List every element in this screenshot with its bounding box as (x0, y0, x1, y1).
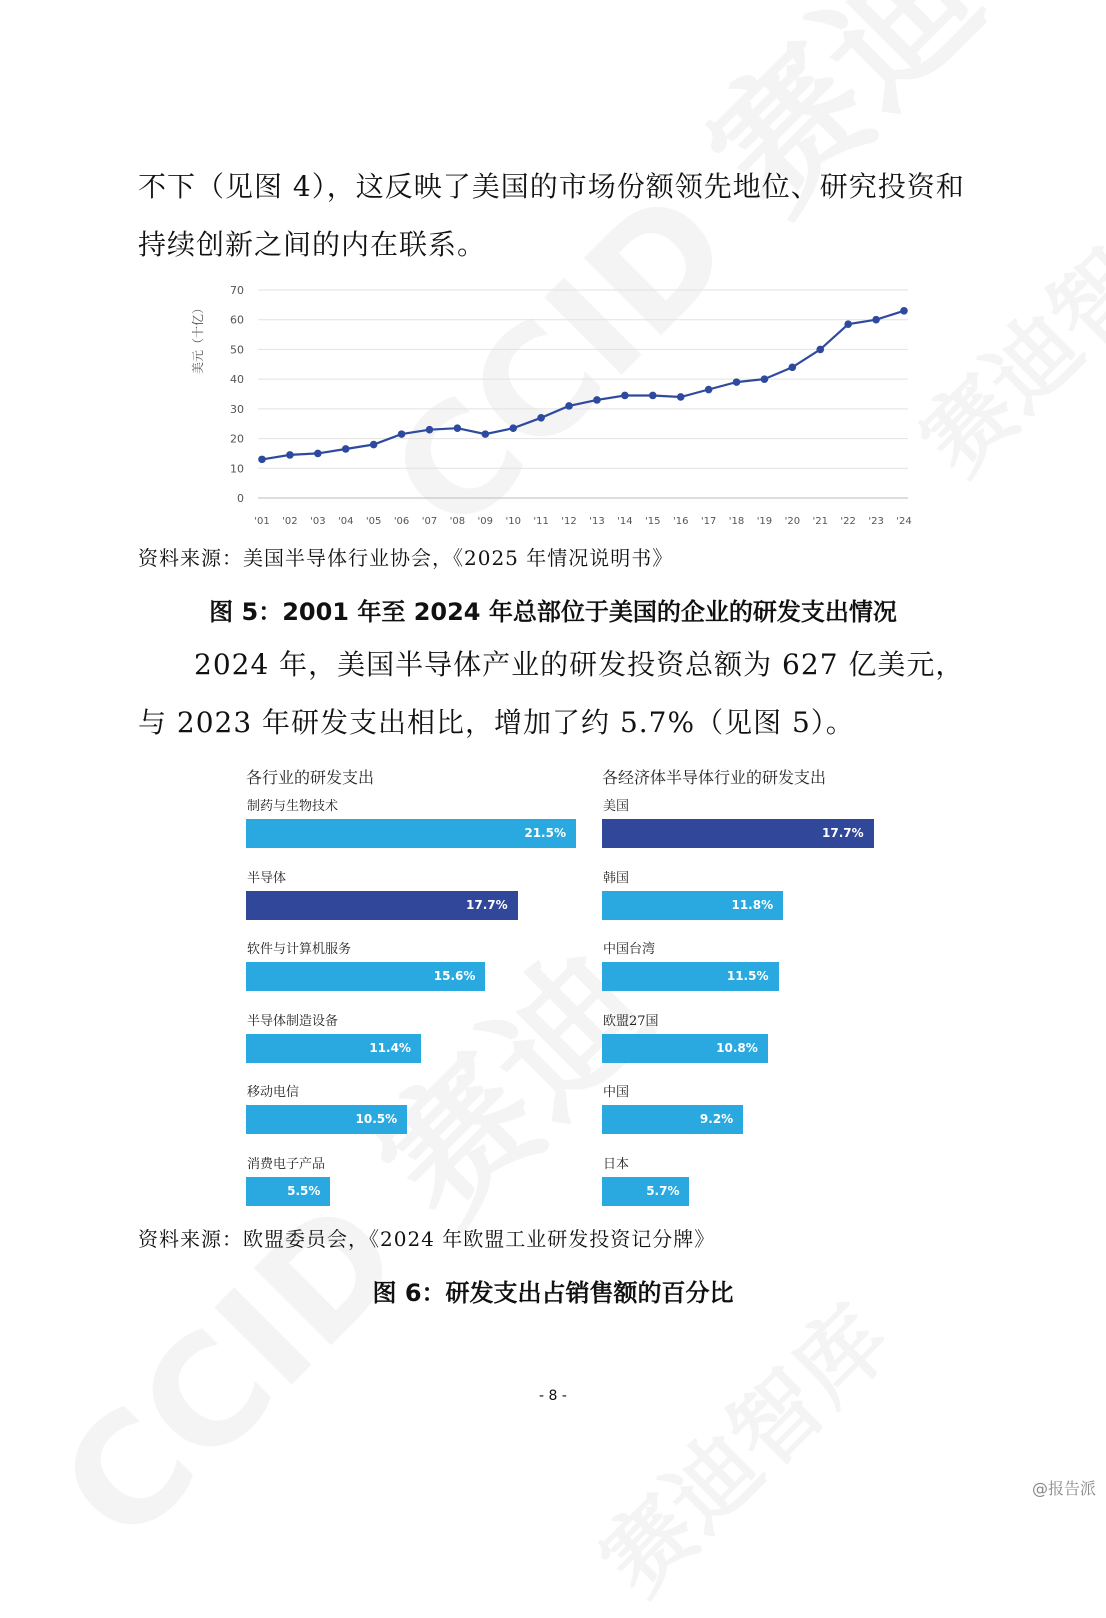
line-chart-y-ticks (230, 284, 244, 505)
rd-spending-series-line (262, 311, 904, 460)
y-tick-label: 40 (230, 373, 244, 387)
bar (246, 1177, 330, 1206)
x-tick-label: '16 (672, 516, 689, 527)
bar-value-label: 10.8% (716, 1040, 758, 1055)
bar-value-label: 21.5% (524, 826, 566, 840)
page-number: - 8 - (539, 1388, 567, 1404)
x-tick-label: '19 (756, 516, 773, 527)
data-point (286, 451, 294, 459)
brand-watermark: @报告派 (1031, 1479, 1096, 1498)
data-point (705, 386, 713, 394)
x-tick-label: '22 (840, 516, 856, 527)
data-point (761, 375, 769, 383)
data-point (733, 378, 741, 386)
x-tick-label: '02 (282, 516, 298, 527)
bar-category-label: 中国 (603, 1085, 630, 1100)
body-paragraph-1: 不下（见图 4），这反映了美国的市场份额领先地位、研究投资和持续创新之间的内在联系。 (138, 170, 965, 261)
data-point (398, 430, 406, 438)
bar (246, 819, 576, 848)
x-tick-label: '20 (784, 516, 801, 527)
x-tick-label: '05 (365, 516, 382, 527)
data-point (342, 445, 350, 453)
bar-category-label: 半导体 (247, 870, 287, 886)
figure5-caption: 图 5：2001 年至 2024 年总部位于美国的企业的研发支出情况 (209, 598, 897, 626)
x-tick-label: '06 (393, 516, 410, 527)
x-tick-label: '03 (310, 516, 326, 527)
industry-rd-bar-chart (232, 765, 592, 1215)
bar (602, 1105, 743, 1134)
watermark-think-tank-lower (567, 1272, 913, 1618)
data-point (426, 426, 434, 434)
bar-category-label: 半导体制造设备 (247, 1013, 339, 1029)
x-tick-label: '07 (421, 516, 438, 527)
bar (246, 1034, 421, 1063)
industry-chart-title: 各行业的研发支出 (246, 768, 375, 787)
rd-spending-line-chart (180, 280, 930, 530)
data-point (258, 456, 266, 464)
data-point (844, 320, 852, 328)
x-tick-label: '14 (617, 516, 633, 527)
x-tick-label: '08 (449, 516, 466, 527)
x-tick-label: '10 (505, 516, 521, 527)
data-point (900, 307, 908, 315)
x-tick-label: '21 (812, 516, 829, 527)
bar-value-label: 5.7% (646, 1183, 680, 1198)
x-tick-label: '01 (254, 516, 270, 527)
data-point (649, 392, 657, 400)
bar (246, 962, 485, 991)
x-tick-label: '17 (700, 516, 717, 527)
economy-chart-title: 各经济体半导体行业的研发支出 (602, 768, 827, 787)
y-tick-label: 0 (237, 492, 244, 505)
figure5-source: 资料来源：美国半导体行业协会，《2025 年情况说明书》 (138, 546, 674, 570)
bar-value-label: 10.5% (355, 1112, 398, 1126)
bar-category-label: 美国 (603, 799, 630, 814)
x-tick-label: '23 (868, 516, 884, 527)
data-point (593, 396, 601, 404)
data-point (537, 414, 545, 422)
data-point (370, 441, 378, 449)
rd-spending-points (258, 307, 908, 463)
data-point (677, 393, 685, 401)
line-chart-x-ticks (254, 516, 911, 527)
bar-value-label: 15.6% (433, 969, 476, 983)
data-point (789, 363, 797, 371)
bar-value-label: 17.7% (466, 897, 508, 912)
bar (602, 1034, 768, 1063)
bar (602, 819, 874, 848)
figure6-caption: 图 6：研发支出占销售额的百分比 (372, 1279, 734, 1307)
bar (602, 891, 783, 920)
bar-category-label: 韩国 (603, 870, 630, 886)
y-tick-label: 70 (230, 284, 244, 297)
bar-category-label: 日本 (603, 1156, 630, 1172)
economy-rd-bar-chart (588, 765, 948, 1215)
data-point (816, 346, 824, 354)
x-tick-label: '18 (728, 516, 745, 527)
bar-value-label: 11.8% (731, 897, 774, 912)
bar-category-label: 消费电子产品 (247, 1156, 326, 1172)
y-tick-label: 20 (230, 432, 244, 446)
x-tick-label: '11 (533, 516, 549, 527)
data-point (454, 424, 462, 432)
x-tick-label: '24 (896, 516, 912, 527)
bar-value-label: 17.7% (822, 826, 864, 840)
bar-category-label: 中国台湾 (603, 942, 656, 957)
y-tick-label: 10 (230, 462, 244, 476)
data-point (509, 424, 517, 432)
bar-value-label: 11.5% (726, 969, 769, 983)
data-point (565, 402, 573, 410)
x-tick-label: '15 (645, 516, 661, 527)
y-tick-label: 60 (230, 313, 244, 327)
x-tick-label: '13 (589, 516, 605, 527)
bar-category-label: 制药与生物技术 (247, 799, 339, 814)
data-point (314, 450, 322, 458)
bar (246, 891, 518, 920)
bar (246, 1105, 407, 1134)
x-tick-label: '04 (337, 516, 354, 527)
y-tick-label: 50 (230, 343, 244, 357)
figure6-source: 资料来源：欧盟委员会，《2024 年欧盟工业研发投资记分牌》 (138, 1227, 716, 1251)
y-tick-label: 30 (230, 402, 244, 416)
x-tick-label: '09 (477, 516, 494, 527)
line-chart-y-axis-label: 美元（十亿） (191, 301, 205, 375)
line-chart-grid (258, 290, 908, 498)
bar (602, 1177, 689, 1206)
bar-value-label: 5.5% (287, 1183, 321, 1198)
bar-category-label: 软件与计算机服务 (247, 942, 352, 957)
data-point (482, 430, 490, 438)
bar-value-label: 9.2% (699, 1112, 734, 1126)
body-paragraph-2: 2024 年，美国半导体产业的研发投资总额为 627 亿美元，与 2023 年研发支出相比，增加了约 5.7%（见图 5）。 (138, 648, 965, 739)
bar-category-label: 移动电信 (247, 1085, 300, 1100)
bar (602, 962, 779, 991)
data-point (872, 316, 880, 324)
bar-value-label: 11.4% (369, 1040, 411, 1055)
x-tick-label: '12 (561, 516, 577, 527)
data-point (621, 392, 629, 400)
bar-category-label: 欧盟27国 (603, 1013, 659, 1029)
